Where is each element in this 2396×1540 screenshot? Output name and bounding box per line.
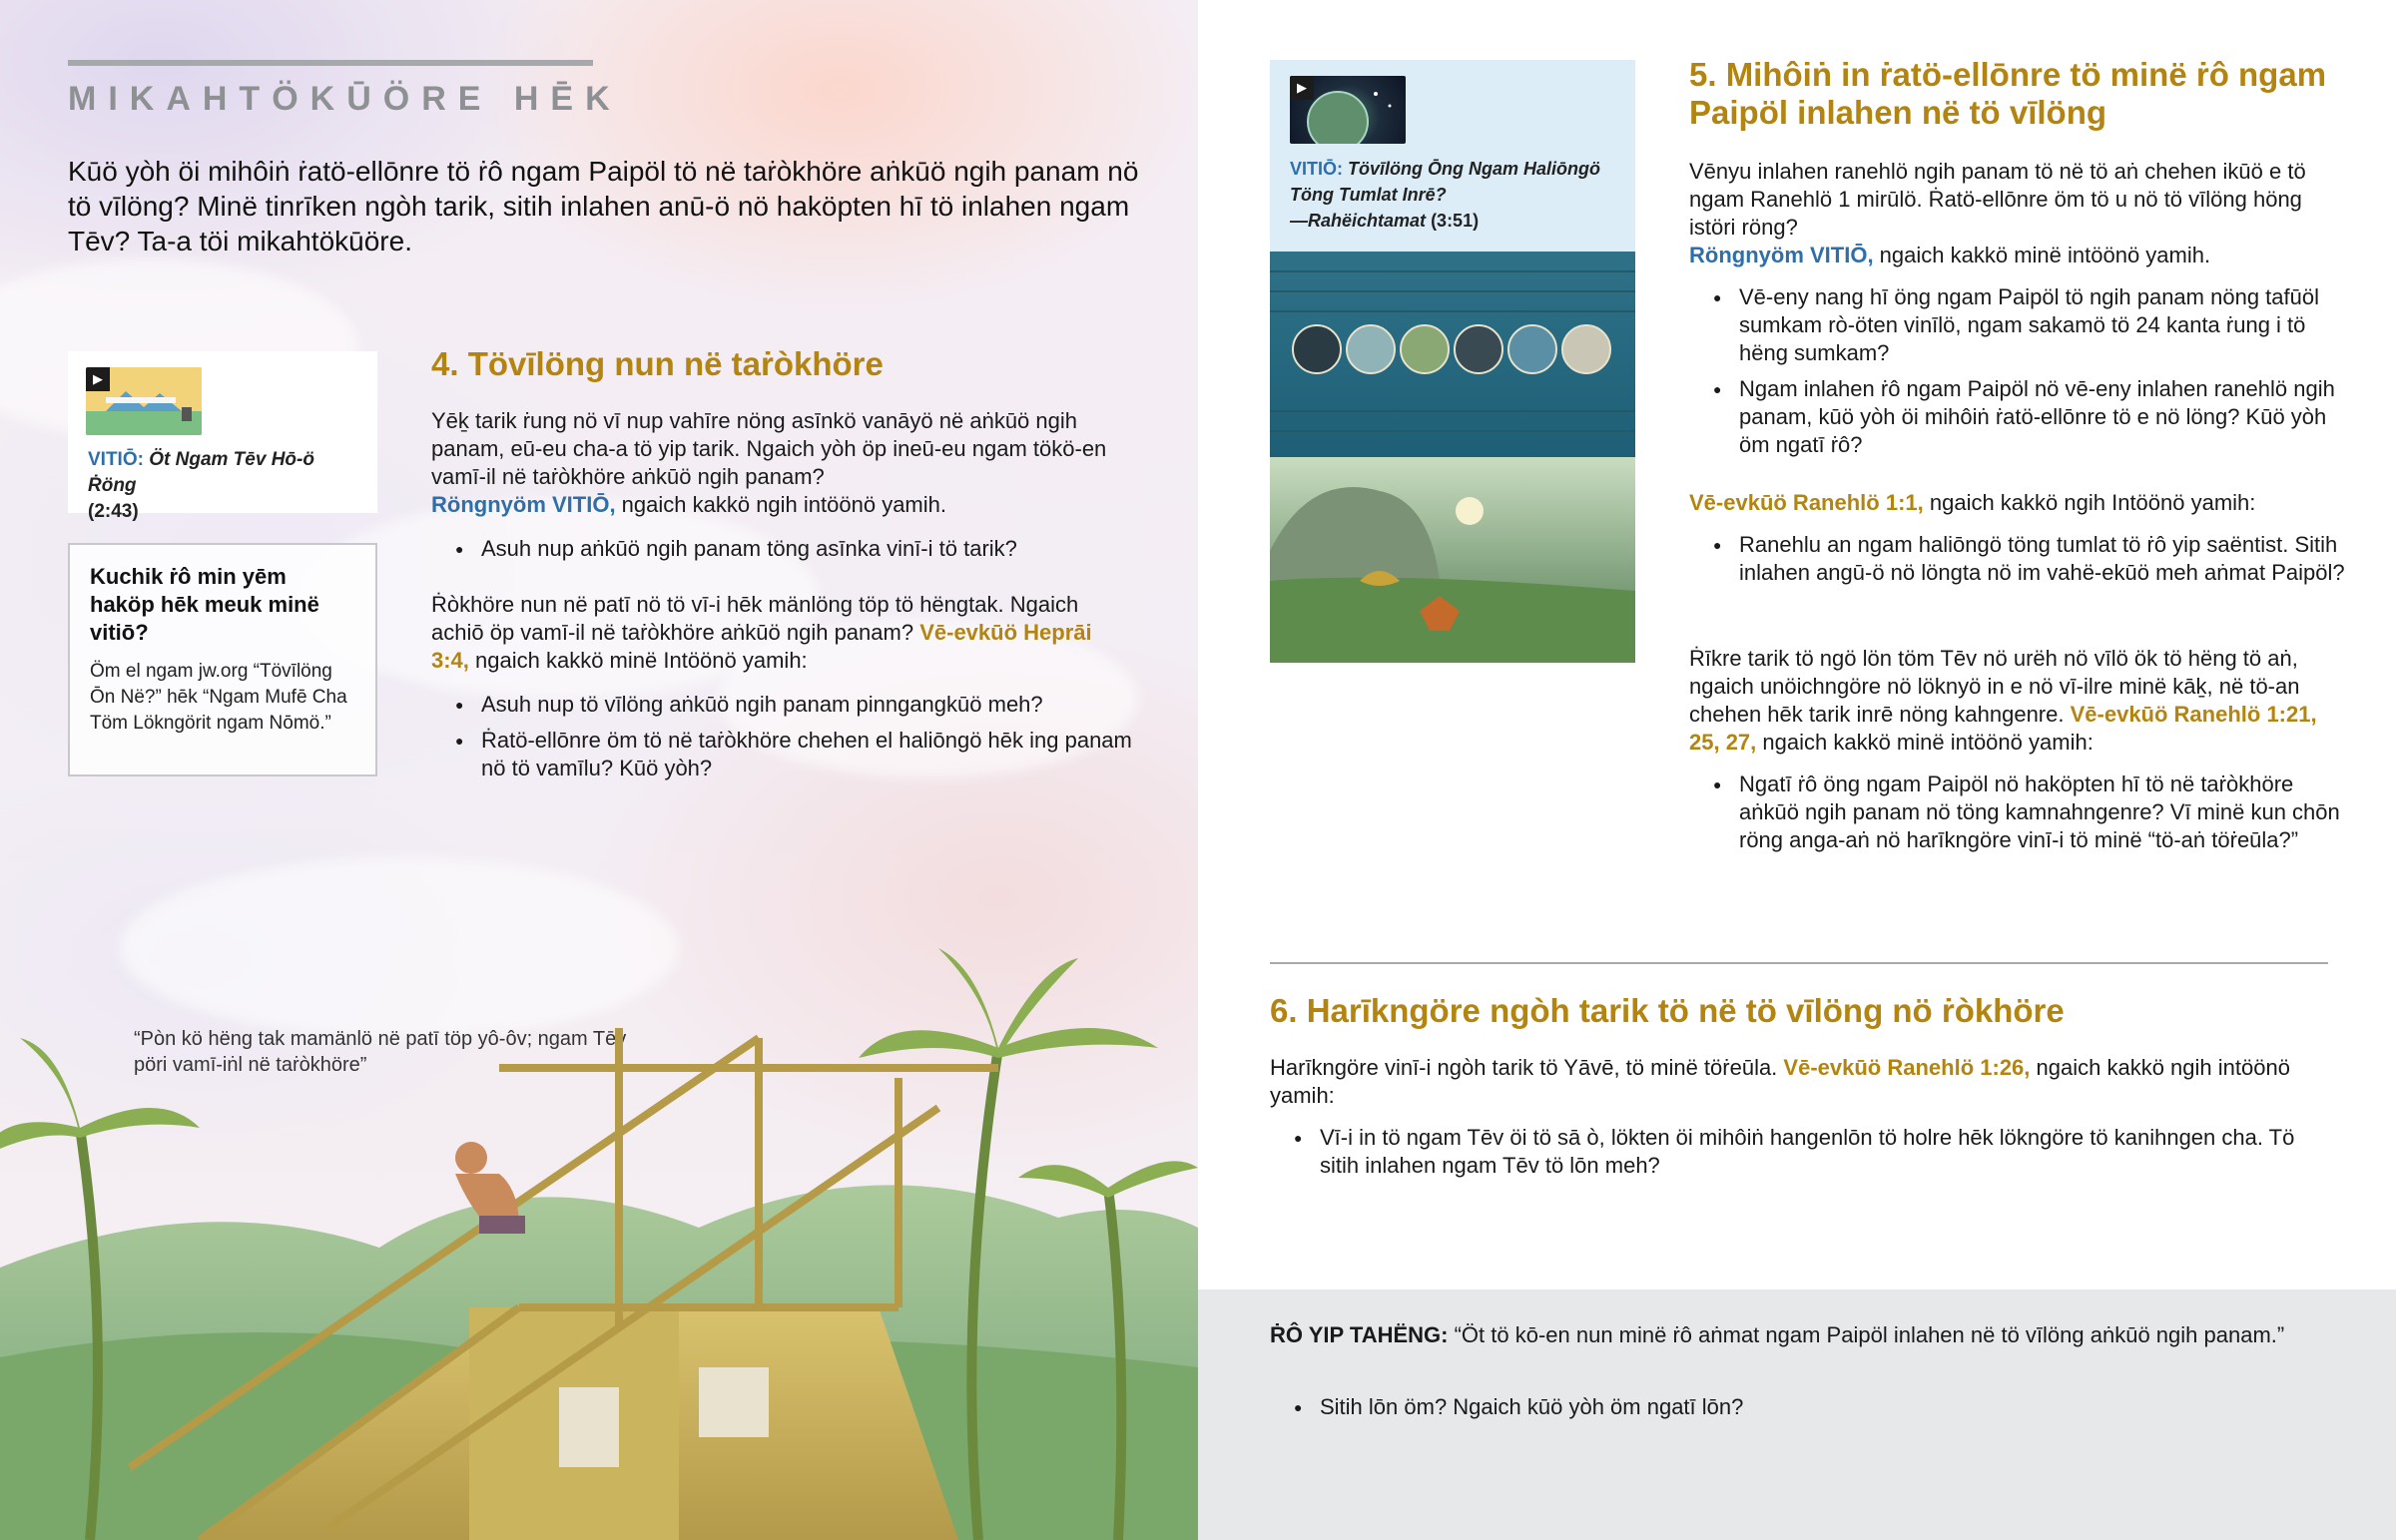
- section-4-text: Ṙòkhöre nun në patī nö tö vī-i hēk mänlöng töp tö hëngtak. Ngaich achiō öp vamī-il në taṙòkhöre aṅkūö ngih panam?: [431, 592, 1079, 645]
- section-5-text-tail: ngaich kakkö ngih Intöönö yamih:: [1923, 490, 2256, 515]
- video-duration: (3:51): [1431, 211, 1480, 231]
- section-6-paragraph: [1270, 1054, 2328, 1110]
- section-5-text: Vēnyu inlahen ranehlö ngih panam tö në tö aṅ chehen ikūö e tö ngam Ranehlö 1 mirūlö. Ṙatö-ellōnre öm tö u nö tö vīlöng höng istöri röng?: [1689, 159, 2306, 240]
- video-link[interactable]: Röngnyöm VITIŌ,: [431, 492, 616, 517]
- section-5-bullets-3: [1713, 770, 2352, 862]
- section-4-text-tail: ngaich kakkö minë Intöönö yamih:: [468, 648, 808, 673]
- video-title: Öt Ngam Tēv Hō-ö Ṙöng: [88, 449, 314, 496]
- creation-illustration: [1270, 252, 1635, 663]
- summary-text: [1270, 1321, 2328, 1349]
- section-5-text-tail: ngaich kakkö minë intöönö yamih.: [1873, 243, 2211, 267]
- section-4-paragraph-2: [431, 591, 1130, 675]
- summary-quote: “Öt tö kō-en nun minë ṙô aṅmat ngam Paipöl inlahen në tö vīlöng aṅkūö ngih panam.”: [1448, 1322, 2285, 1347]
- kicker-heading: MIKAHTÖKŪÖRE HĒK: [68, 80, 622, 118]
- scripture-link[interactable]: Vē-evkūö Heprāi 3:4,: [431, 620, 1092, 673]
- play-icon[interactable]: ▶: [86, 367, 110, 391]
- section-5-bullets-2: [1713, 531, 2352, 595]
- info-box-text: Öm el ngam jw.org “Tövīlöng Ōn Në?” hēk “Ngam Mufē Cha Töm Lökngörit ngam Nōmö.”: [90, 661, 347, 734]
- section-5-paragraph-3: [1689, 645, 2348, 757]
- section-6-text-tail: ngaich kakkö ngih intöönö yamih:: [1270, 1055, 2290, 1108]
- video-thumbnail[interactable]: [1290, 76, 1406, 144]
- list-item: ● Asuh nup aṅkūö ngih panam töng asīnka vinī-i tö tarik?: [455, 535, 1134, 563]
- video-link[interactable]: Röngnyöm VITIŌ,: [1689, 243, 1874, 267]
- summary-label: ṘÔ YIP TAHËNG:: [1270, 1322, 1449, 1347]
- video-prefix: VITIŌ:: [88, 449, 144, 470]
- section-5-text-tail: ngaich kakkö minë intöönö yamih:: [1756, 730, 2094, 755]
- video-suffix: —Rahëichtamat: [1290, 211, 1427, 231]
- list-item: ● Sitih lōn öm? Ngaich kūö yòh öm ngatī lōn?: [1294, 1393, 2322, 1421]
- play-icon[interactable]: ▶: [1290, 76, 1314, 100]
- section-4-text: Yēḵ tarik ṙung nö vī nup vahīre nöng asīnkö vanāyö në aṅkūö ngih panam, eū-eu cha-a tö yip tarik. Ngaich yòh öp ineū-eu ngam tökö-en vamī-il në taṙòkhöre aṅkūö ngih panam?: [431, 408, 1107, 489]
- section-5-paragraph-2: [1689, 489, 2348, 517]
- info-box: [68, 543, 377, 776]
- video-label[interactable]: [88, 447, 367, 525]
- section-6-text: Harīkngöre vinī-i ngòh tarik tö Yāvē, tö minë töṙeūla.: [1270, 1055, 1784, 1080]
- summary-bullets: [1294, 1393, 2322, 1429]
- section-5-text: Ṙīkre tarik tö ngö lön töm Tēv nö urëh nö vīlö ök tö hëng tö aṅ, ngaich unöichngöre nö löknyö in e nö vī-ilre minë kāḵ, në tö-an chehen hēk tarik inrē nöng kahngenre.: [1689, 646, 2300, 727]
- section-4-text-tail: ngaich kakkö ngih intöönö yamih.: [615, 492, 946, 517]
- bamboo-house-illustration: [0, 928, 1198, 1540]
- video-card[interactable]: [1270, 60, 1635, 252]
- info-box-heading: Kuchik ṙô min yēm haköp hēk meuk minë vitiō?: [90, 564, 319, 645]
- list-item: ● Ngatī ṙô öng ngam Paipöl nö haköpten hī tö në taṙòkhöre aṅkūö ngih panam nö töng kamnahngenre? Vī minë kun chōn röng anga-aṅ nö harīkngöre vinī-i tö minë “tö-aṅ töṙeūla?”: [1713, 770, 2352, 854]
- list-item: ● Vī-i in tö ngam Tēv öi tö sā ò, lökten öi mihôiṅ hangenlōn tö holre hēk lökngöre tö kanihngen cha. Tö sitih inlahen ngam Tēv tö lōn meh?: [1294, 1124, 2322, 1180]
- section-6-bullets: [1294, 1124, 2322, 1188]
- section-5-bullets-1: [1713, 283, 2352, 467]
- section-divider: [1270, 962, 2328, 964]
- list-item: ● Ranehlu an ngam haliōngö töng tumlat tö ṙô yip saëntist. Sitih inlahen angū-ö nö löngta nö im vahë-ekūö meh aṅmat Paipöl?: [1713, 531, 2352, 587]
- section-4-bullets-2: [455, 691, 1134, 790]
- scripture-link[interactable]: Vē-evkūö Ranehlö 1:26,: [1783, 1055, 2031, 1080]
- header-rule: [68, 60, 593, 66]
- section-4-title: 4. Tövīlöng nun në taṙòkhöre: [431, 345, 884, 382]
- list-item: ● Vē-eny nang hī öng ngam Paipöl tö ngih panam nöng tafūöl sumkam rò-öten vinīlö, ngam sakamö tö 24 kanta ṙung i tö hëng sumkam?: [1713, 283, 2352, 367]
- intro-paragraph: Kūö yòh öi mihôiṅ ṙatö-ellōnre tö ṙô ngam Paipöl tö në taṙòkhöre aṅkūö ngih panam nö tö vīlöng? Minë tinrīken ngòh tarik, sitih inlahen anū-ö nö haköpten hī tö inlahen ngam Tēv? Ta-a töi mikahtökūöre.: [68, 156, 1139, 257]
- section-5-paragraph-1: [1689, 158, 2348, 269]
- scripture-link[interactable]: Vē-evkūö Ranehlö 1:21, 25, 27,: [1689, 702, 2317, 755]
- scripture-link[interactable]: Vē-evkūö Ranehlö 1:1,: [1689, 490, 1924, 515]
- list-item: ● Ngam inlahen ṙô ngam Paipöl nö vē-eny inlahen ranehlö ngih panam, kūö yòh öi mihôiṅ ṙatö-ellōnre tö e nö löng? Kūö yòh öm ngatī ṙô?: [1713, 375, 2352, 459]
- list-item: ● Ṙatö-ellōnre öm tö në taṙòkhöre chehen el haliōngö hēk ing panam nö tö vamīlu? Kūö yòh?: [455, 727, 1134, 782]
- video-label[interactable]: [1290, 156, 1619, 234]
- video-card[interactable]: [68, 351, 377, 522]
- video-title: Tövīlöng Ōng Ngam Haliōngö Töng Tumlat Inrē?: [1290, 159, 1600, 205]
- video-duration: (2:43): [88, 501, 139, 522]
- section-4-bullets-1: [455, 535, 1134, 571]
- section-4-paragraph-1: [431, 407, 1130, 519]
- video-thumbnail[interactable]: [86, 367, 202, 435]
- illustration-caption: “Pòn kö hëng tak mamänlö në patī töp yô-ôv; ngam Tēv pöri vamī-iṅl në taṙòkhöre”: [134, 1028, 627, 1076]
- list-item: ● Asuh nup tö vīlöng aṅkūö ngih panam pinngangkūö meh?: [455, 691, 1134, 719]
- section-6-title: 6. Harīkngöre ngòh tarik tö në tö vīlöng nö ṙòkhöre: [1270, 992, 2065, 1029]
- video-prefix: VITIŌ:: [1290, 159, 1343, 179]
- section-5-title: 5. Mihôiṅ in ṙatö-ellōnre tö minë ṙô ngam Paipöl inlahen në tö vīlöng: [1689, 56, 2327, 131]
